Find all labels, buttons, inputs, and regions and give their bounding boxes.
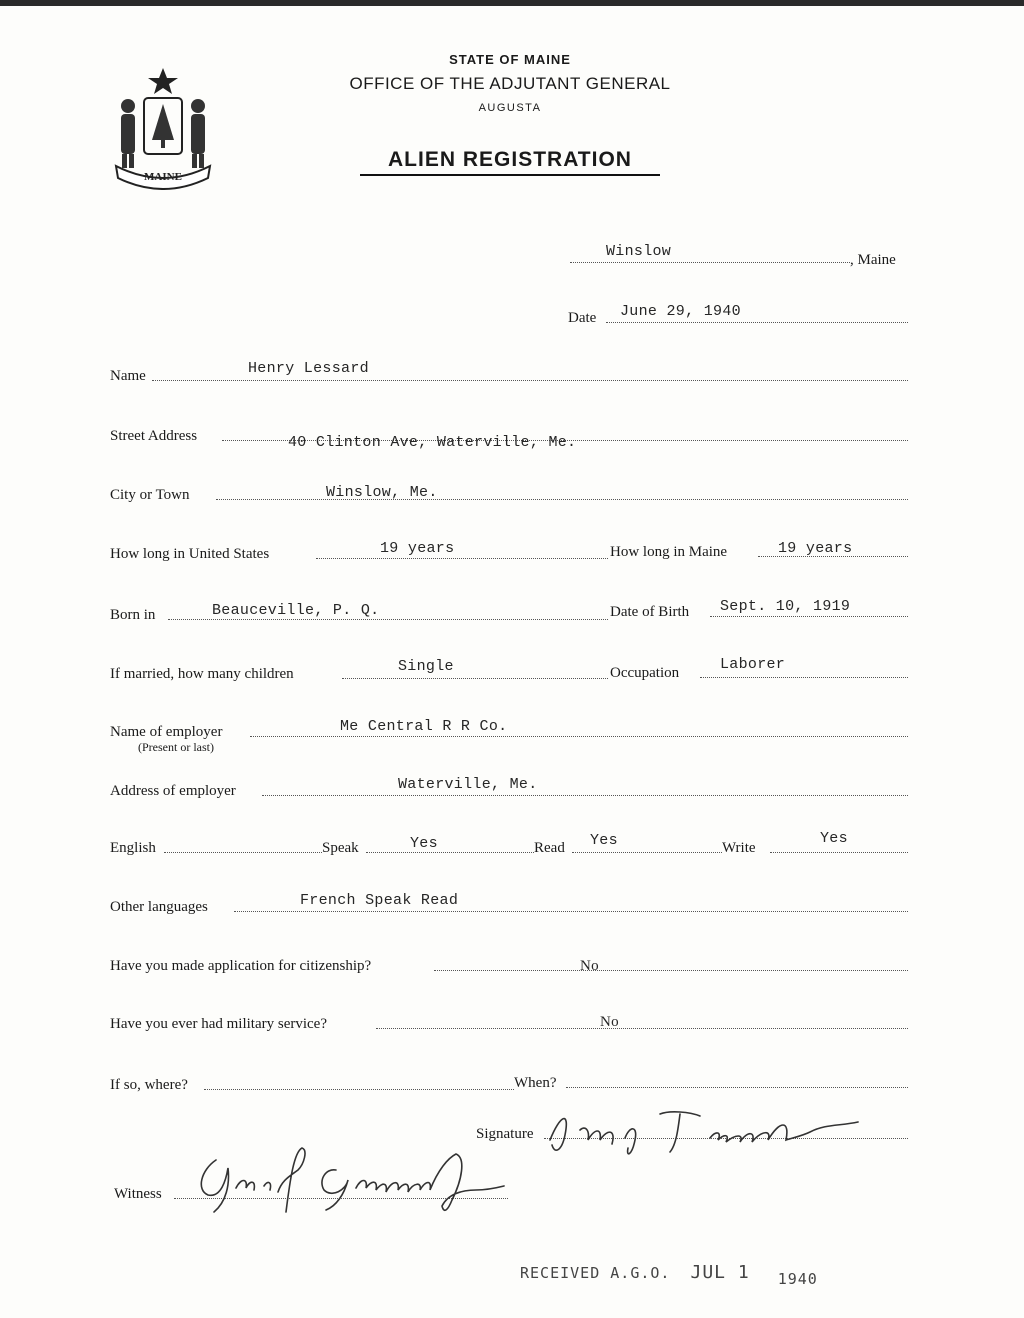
seal-text: MAINE bbox=[144, 171, 182, 183]
where-label: If so, where? bbox=[110, 1077, 188, 1093]
us-duration-label: How long in United States bbox=[110, 546, 270, 562]
employer-value: Me Central R R Co. bbox=[340, 718, 508, 735]
military-value: No bbox=[600, 1014, 619, 1030]
other-languages-label: Other languages bbox=[110, 899, 208, 915]
name-line bbox=[152, 380, 908, 381]
city-line bbox=[216, 499, 908, 500]
military-line bbox=[376, 1028, 908, 1029]
citizenship-value: No bbox=[580, 958, 599, 974]
citizenship-label: Have you made application for citizenship? bbox=[110, 958, 372, 974]
born-value: Beauceville, P. Q. bbox=[212, 602, 380, 619]
military-label: Have you ever had military service? bbox=[110, 1016, 327, 1032]
read-label: Read bbox=[534, 840, 565, 856]
when-label: When? bbox=[514, 1075, 557, 1091]
english-label: English bbox=[110, 840, 156, 856]
dob-line bbox=[710, 616, 908, 617]
city-label: City or Town bbox=[110, 487, 190, 503]
name-label: Name bbox=[110, 368, 146, 384]
office-heading: OFFICE OF THE ADJUTANT GENERAL bbox=[349, 74, 671, 93]
date-label: Date bbox=[568, 310, 597, 326]
maine-duration-value: 19 years bbox=[778, 540, 853, 557]
us-duration-line bbox=[316, 558, 608, 559]
dob-label: Date of Birth bbox=[610, 604, 690, 620]
maine-state-seal-icon bbox=[108, 62, 218, 190]
married-label: If married, how many children bbox=[110, 666, 294, 682]
married-line bbox=[342, 678, 608, 679]
citizenship-line bbox=[434, 970, 908, 971]
form-title: ALIEN REGISTRATION bbox=[360, 148, 660, 176]
maine-duration-label: How long in Maine bbox=[610, 544, 728, 560]
stamp-date: JUL 1 bbox=[690, 1262, 750, 1283]
scan-edge bbox=[0, 0, 1024, 6]
town-line bbox=[570, 262, 850, 263]
speak-line bbox=[366, 852, 534, 853]
city-value: Winslow, Me. bbox=[326, 484, 438, 501]
date-line bbox=[606, 322, 908, 323]
employer-address-value: Waterville, Me. bbox=[398, 776, 538, 793]
born-line bbox=[168, 619, 608, 620]
received-stamp bbox=[520, 1262, 818, 1288]
other-languages-line bbox=[234, 911, 908, 912]
english-line bbox=[164, 852, 322, 853]
occupation-line bbox=[700, 677, 908, 678]
witness-label: Witness bbox=[114, 1186, 162, 1202]
state-heading: STATE OF MAINE bbox=[449, 52, 571, 67]
write-value: Yes bbox=[820, 830, 848, 847]
street-value: 40 Clinton Ave, Waterville, Me. bbox=[288, 434, 577, 451]
us-duration-value: 19 years bbox=[380, 540, 455, 557]
write-line bbox=[770, 852, 908, 853]
employer-sublabel: (Present or last) bbox=[138, 740, 214, 754]
stamp-received: RECEIVED A.G.O. bbox=[520, 1264, 671, 1282]
employer-line bbox=[250, 736, 908, 737]
date-value: June 29, 1940 bbox=[620, 303, 741, 320]
stamp-year: 1940 bbox=[777, 1270, 818, 1288]
maine-label: , Maine bbox=[850, 252, 896, 268]
employer-label: Name of employer bbox=[110, 724, 223, 740]
signature-label: Signature bbox=[476, 1126, 534, 1142]
witness-signature-icon bbox=[186, 1140, 516, 1220]
dob-value: Sept. 10, 1919 bbox=[720, 598, 851, 615]
married-value: Single bbox=[398, 658, 454, 675]
speak-value: Yes bbox=[410, 835, 438, 852]
born-label: Born in bbox=[110, 607, 156, 623]
applicant-signature-icon bbox=[540, 1100, 870, 1160]
occupation-label: Occupation bbox=[610, 665, 680, 681]
name-value: Henry Lessard bbox=[248, 360, 369, 377]
employer-address-label: Address of employer bbox=[110, 783, 236, 799]
read-value: Yes bbox=[590, 832, 618, 849]
town-value: Winslow bbox=[606, 243, 672, 260]
speak-label: Speak bbox=[322, 840, 359, 856]
city-heading: AUGUSTA bbox=[478, 102, 542, 114]
employer-address-line bbox=[262, 795, 908, 796]
occupation-value: Laborer bbox=[720, 656, 786, 673]
where-line bbox=[204, 1089, 514, 1090]
when-line bbox=[566, 1087, 908, 1088]
other-languages-value: French Speak Read bbox=[300, 892, 459, 909]
read-line bbox=[572, 852, 722, 853]
street-label: Street Address bbox=[110, 428, 198, 444]
write-label: Write bbox=[722, 840, 756, 856]
